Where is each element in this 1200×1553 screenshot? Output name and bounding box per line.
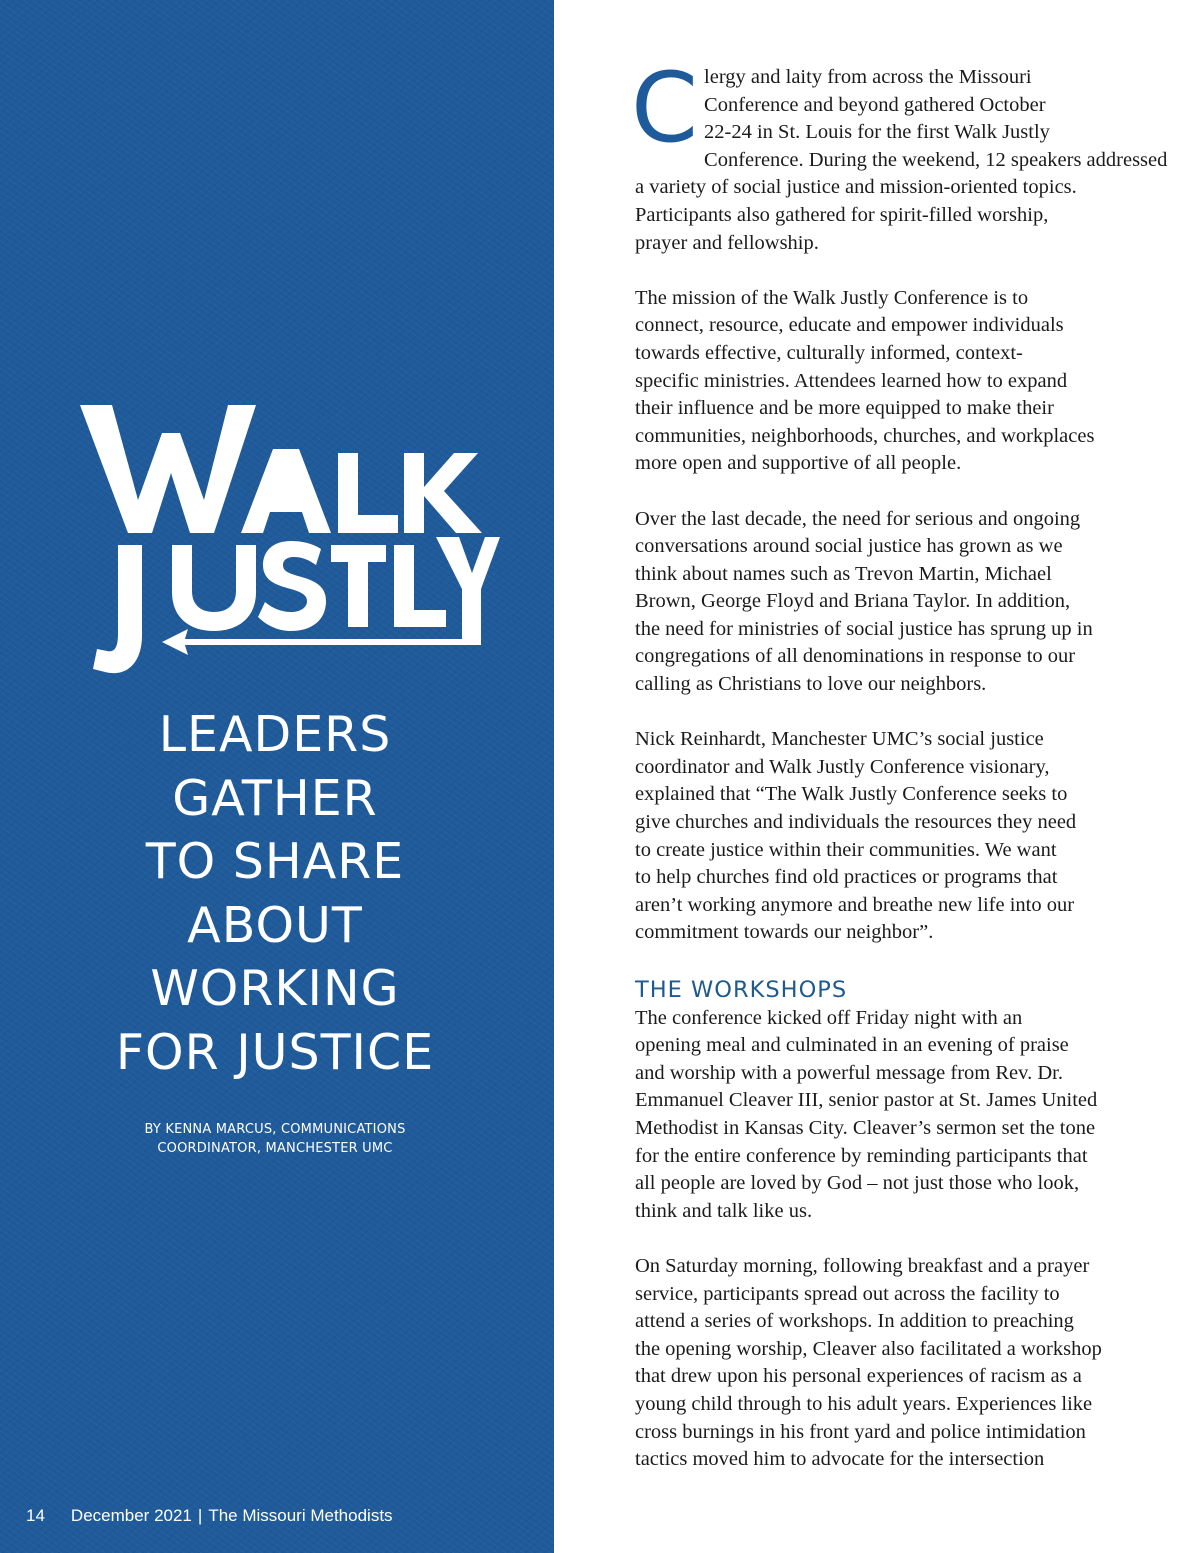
text-line: Methodist in Kansas City. Cleaver’s sermon set the tone: [635, 1116, 1096, 1139]
text-line: commitment towards our neighbor”.: [635, 921, 934, 944]
text-line: their influence and be more equipped to make their: [635, 397, 1054, 420]
text-line: Brown, George Floyd and Briana Taylor. In addition,: [635, 590, 1071, 613]
text-line: think about names such as Trevon Martin, Michael: [635, 562, 1052, 585]
paragraph-friday: [635, 1005, 1155, 1226]
text-line: opening meal and culminated in an evening of praise: [635, 1034, 1069, 1057]
text-line: towards effective, culturally informed, context-: [635, 341, 1023, 364]
text-line: The mission of the Walk Justly Conference is to: [635, 286, 1029, 309]
headline: [40, 703, 510, 1084]
headline-line: TO SHARE: [145, 833, 405, 890]
text-line: Emmanuel Cleaver III, senior pastor at St. James United: [635, 1089, 1098, 1112]
drop-cap: C: [631, 52, 699, 164]
text-line: to help churches find old practices or programs that: [635, 866, 1058, 889]
text-line: all people are loved by God – not just those who look,: [635, 1172, 1080, 1195]
text-line: Conference and beyond gathered October: [704, 93, 1046, 116]
paragraph-saturday: [635, 1253, 1155, 1474]
text-line: explained that “The Walk Justly Conference seeks to: [635, 783, 1068, 806]
text-line: calling as Christians to love our neighbors.: [635, 673, 987, 696]
text-line: On Saturday morning, following breakfast and a prayer: [635, 1254, 1090, 1277]
text-line: that drew upon his personal experiences of racism as a: [635, 1365, 1082, 1388]
text-line: connect, resource, educate and empower individuals: [635, 314, 1064, 337]
text-line: 22-24 in St. Louis for the first Walk Justly: [704, 121, 1050, 144]
paragraph-mission: [635, 285, 1155, 478]
text-line: the need for ministries of social justice has sprung up in: [635, 617, 1093, 640]
text-line: service, participants spread out across the facility to: [635, 1282, 1060, 1305]
text-line: coordinator and Walk Justly Conference visionary,: [635, 755, 1050, 778]
page-number: 14: [26, 1506, 45, 1525]
text-line: think and talk like us.: [635, 1199, 813, 1222]
text-line: Conference. During the weekend, 12 speakers addressed: [704, 148, 1168, 171]
text-line: The conference kicked off Friday night with an: [635, 1006, 1023, 1029]
text-line: lergy and laity from across the Missouri: [704, 66, 1032, 88]
text-line: a variety of social justice and mission-oriented topics.: [635, 176, 1077, 199]
headline-line: ABOUT: [187, 896, 363, 954]
publication-name: The Missouri Methodists: [208, 1506, 393, 1525]
walk-justly-logo: [80, 395, 500, 685]
text-line: cross burnings in his front yard and police intimidation: [635, 1420, 1086, 1443]
byline-line: BY KENNA MARCUS, COMMUNICATIONS: [144, 1122, 406, 1137]
text-line: prayer and fellowship.: [635, 231, 819, 254]
issue-date: December 2021: [70, 1506, 192, 1525]
text-line: congregations of all denominations in response to our: [635, 645, 1076, 668]
text-line: Participants also gathered for spirit-filled worship,: [635, 203, 1049, 226]
text-line: Over the last decade, the need for serious and ongoing: [635, 507, 1081, 530]
headline-line: FOR JUSTICE: [115, 1023, 435, 1081]
text-line: young child through to his adult years. Experiences like: [635, 1392, 1093, 1415]
paragraph-decade: [635, 506, 1155, 699]
byline-line: COORDINATOR, MANCHESTER UMC: [157, 1141, 393, 1156]
left-panel: [0, 0, 554, 1553]
headline-line: WORKING: [150, 960, 400, 1017]
section-heading-workshops: THE WORKSHOPS: [635, 976, 848, 1003]
footer-separator: |: [197, 1506, 203, 1525]
text-line: attend a series of workshops. In addition to preaching: [635, 1310, 1074, 1333]
text-line: the opening worship, Cleaver also facilitated a workshop: [635, 1337, 1102, 1360]
page-footer: [26, 1506, 393, 1526]
article-body: [631, 52, 1168, 1501]
text-line: aren’t working anymore and breathe new life into our: [635, 893, 1075, 916]
walk-justly-wordmark: [80, 395, 500, 685]
text-line: specific ministries. Attendees learned how to expand: [635, 369, 1068, 392]
text-line: communities, neighborhoods, churches, and workplaces: [635, 424, 1095, 447]
text-line: conversations around social justice has grown as we: [635, 535, 1063, 558]
text-line: and worship with a powerful message from Rev. Dr.: [635, 1061, 1063, 1084]
paragraph-reinhardt: [635, 726, 1155, 947]
arrow-left-icon: [184, 639, 472, 645]
paragraph-intro: [631, 52, 1168, 257]
text-line: give churches and individuals the resources they need: [635, 811, 1077, 834]
text-line: for the entire conference by reminding participants that: [635, 1144, 1088, 1167]
text-line: Nick Reinhardt, Manchester UMC’s social justice: [635, 728, 1044, 751]
text-line: more open and supportive of all people.: [635, 452, 962, 475]
text-line: to create justice within their communities. We want: [635, 838, 1057, 861]
byline: [60, 1120, 490, 1158]
text-line: tactics moved him to advocate for the intersection: [635, 1448, 1045, 1471]
headline-line: LEADERS: [158, 706, 392, 763]
headline-line: GATHER: [172, 769, 378, 827]
